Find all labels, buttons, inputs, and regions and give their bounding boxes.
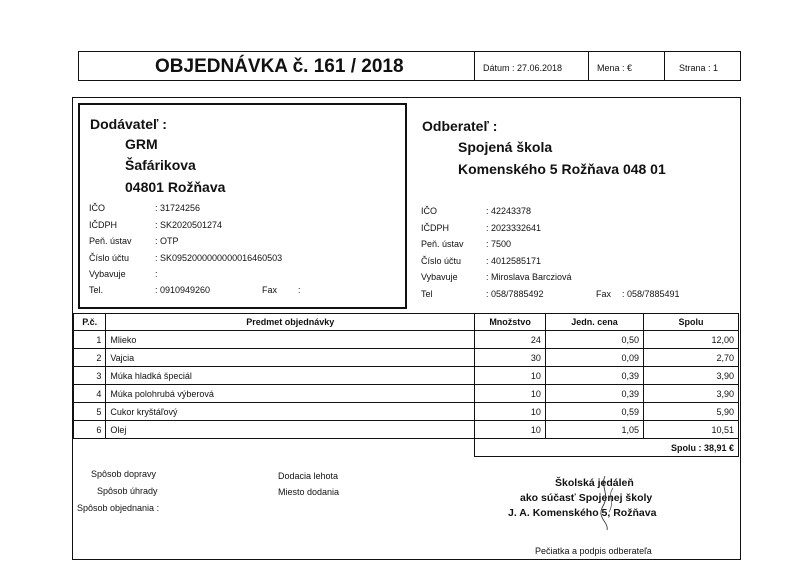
row-total: 3,90 [643, 367, 738, 385]
customer-field-value: : 058/7885492 [486, 289, 544, 299]
order-title: OBJEDNÁVKA č. 161 / 2018 [155, 56, 404, 77]
col-header-item: Predmet objednávky [106, 314, 475, 331]
page-number: Strana : 1 [679, 63, 719, 73]
row-total: 3,90 [643, 385, 738, 403]
supplier-field-value: : OTP [155, 236, 179, 246]
customer-field-label: Tel [421, 289, 433, 299]
row-total: 2,70 [643, 349, 738, 367]
row-unit-price: 0,50 [545, 331, 643, 349]
table-row [74, 367, 739, 385]
table-row [74, 421, 739, 439]
row-total: 12,00 [643, 331, 738, 349]
table-header-row [74, 314, 739, 331]
col-header-number: P.č. [74, 314, 106, 331]
row-quantity: 10 [475, 385, 546, 403]
row-number: 3 [74, 367, 106, 385]
delivery-place: Miesto dodania [278, 487, 340, 497]
col-header-unit-price: Jedn. cena [545, 314, 643, 331]
table-row [74, 331, 739, 349]
customer-fax-value: : 058/7885491 [622, 289, 680, 299]
row-number: 2 [74, 349, 106, 367]
row-quantity: 10 [475, 367, 546, 385]
payment-method: Spôsob úhrady [97, 486, 158, 496]
total-row [74, 439, 739, 457]
supplier-field-label: Tel. [89, 285, 104, 295]
supplier-field-label: IČO [89, 203, 106, 213]
row-unit-price: 1,05 [545, 421, 643, 439]
signature-label: Pečiatka a podpis odberateľa [535, 546, 652, 556]
customer-name: Spojená škola [458, 139, 553, 155]
stamp-line-1: Školská jedáleň [555, 477, 634, 489]
table-row [74, 349, 739, 367]
delivery-deadline: Dodacia lehota [278, 471, 339, 481]
title-divider [588, 52, 589, 80]
customer-field-label: IČO [421, 206, 438, 216]
supplier-field-value: : SK2020501274 [155, 220, 223, 230]
grand-total: Spolu : 38,91 € [475, 439, 739, 457]
col-header-total: Spolu [643, 314, 738, 331]
col-header-quantity: Množstvo [475, 314, 546, 331]
customer-field-label: Peň. ústav [421, 239, 464, 249]
currency: Mena : € [597, 63, 633, 73]
customer-field-label: IČDPH [421, 223, 450, 233]
row-quantity: 10 [475, 403, 546, 421]
customer-field-label: Číslo účtu [421, 256, 462, 266]
supplier-field-value: : 0910949260 [155, 285, 211, 295]
supplier-field-label: Číslo účtu [89, 253, 130, 263]
row-total: 10,51 [643, 421, 738, 439]
row-number: 5 [74, 403, 106, 421]
order-method: Spôsob objednania : [77, 503, 160, 513]
row-unit-price: 0,09 [545, 349, 643, 367]
supplier-field-label: IČDPH [89, 220, 118, 230]
row-number: 6 [74, 421, 106, 439]
table-row [74, 403, 739, 421]
row-item: Cukor kryštáľový [106, 403, 475, 421]
supplier-box [78, 103, 407, 309]
order-items-table [73, 313, 739, 457]
row-unit-price: 0,59 [545, 403, 643, 421]
supplier-field-value: : SK0952000000000016460503 [155, 253, 283, 263]
title-divider [664, 52, 665, 80]
row-quantity: 30 [475, 349, 546, 367]
customer-fax-label: Fax [596, 289, 612, 299]
order-date: Dátum : 27.06.2018 [483, 63, 563, 73]
title-divider [474, 52, 475, 80]
supplier-heading: Dodávateľ : [90, 116, 167, 132]
handwritten-signature [585, 472, 625, 532]
supplier-name: GRM [125, 136, 158, 152]
supplier-street: Šafárikova [125, 157, 196, 173]
customer-field-value: : 2023332641 [486, 223, 542, 233]
stamp-line-3: J. A. Komenského 5, Rožňava [508, 507, 657, 519]
supplier-field-value: : 31724256 [155, 203, 201, 213]
row-item: Olej [106, 421, 475, 439]
row-item: Múka polohrubá výberová [106, 385, 475, 403]
row-number: 1 [74, 331, 106, 349]
customer-field-label: Vybavuje [421, 272, 458, 282]
stamp-line-2: ako súčasť Spojenej školy [520, 492, 653, 504]
supplier-field-value: : [155, 269, 158, 279]
row-number: 4 [74, 385, 106, 403]
customer-field-value: : 4012585171 [486, 256, 542, 266]
customer-field-value: : Miroslava Barcziová [486, 272, 572, 282]
row-item: Mlieko [106, 331, 475, 349]
row-quantity: 24 [475, 331, 546, 349]
supplier-field-label: Peň. ústav [89, 236, 132, 246]
customer-heading: Odberateľ : [422, 118, 498, 134]
supplier-fax-value: : [298, 285, 301, 295]
table-row [74, 385, 739, 403]
row-total: 5,90 [643, 403, 738, 421]
total-spacer [74, 439, 475, 457]
customer-field-value: : 7500 [486, 239, 512, 249]
row-item: Vajcia [106, 349, 475, 367]
row-item: Múka hladká špeciál [106, 367, 475, 385]
row-quantity: 10 [475, 421, 546, 439]
supplier-city: 04801 Rožňava [125, 179, 226, 195]
supplier-fax-label: Fax [262, 285, 278, 295]
transport-method: Spôsob dopravy [91, 469, 157, 479]
customer-field-value: : 42243378 [486, 206, 532, 216]
supplier-field-label: Vybavuje [89, 269, 126, 279]
row-unit-price: 0,39 [545, 367, 643, 385]
row-unit-price: 0,39 [545, 385, 643, 403]
customer-address: Komenského 5 Rožňava 048 01 [458, 161, 666, 177]
